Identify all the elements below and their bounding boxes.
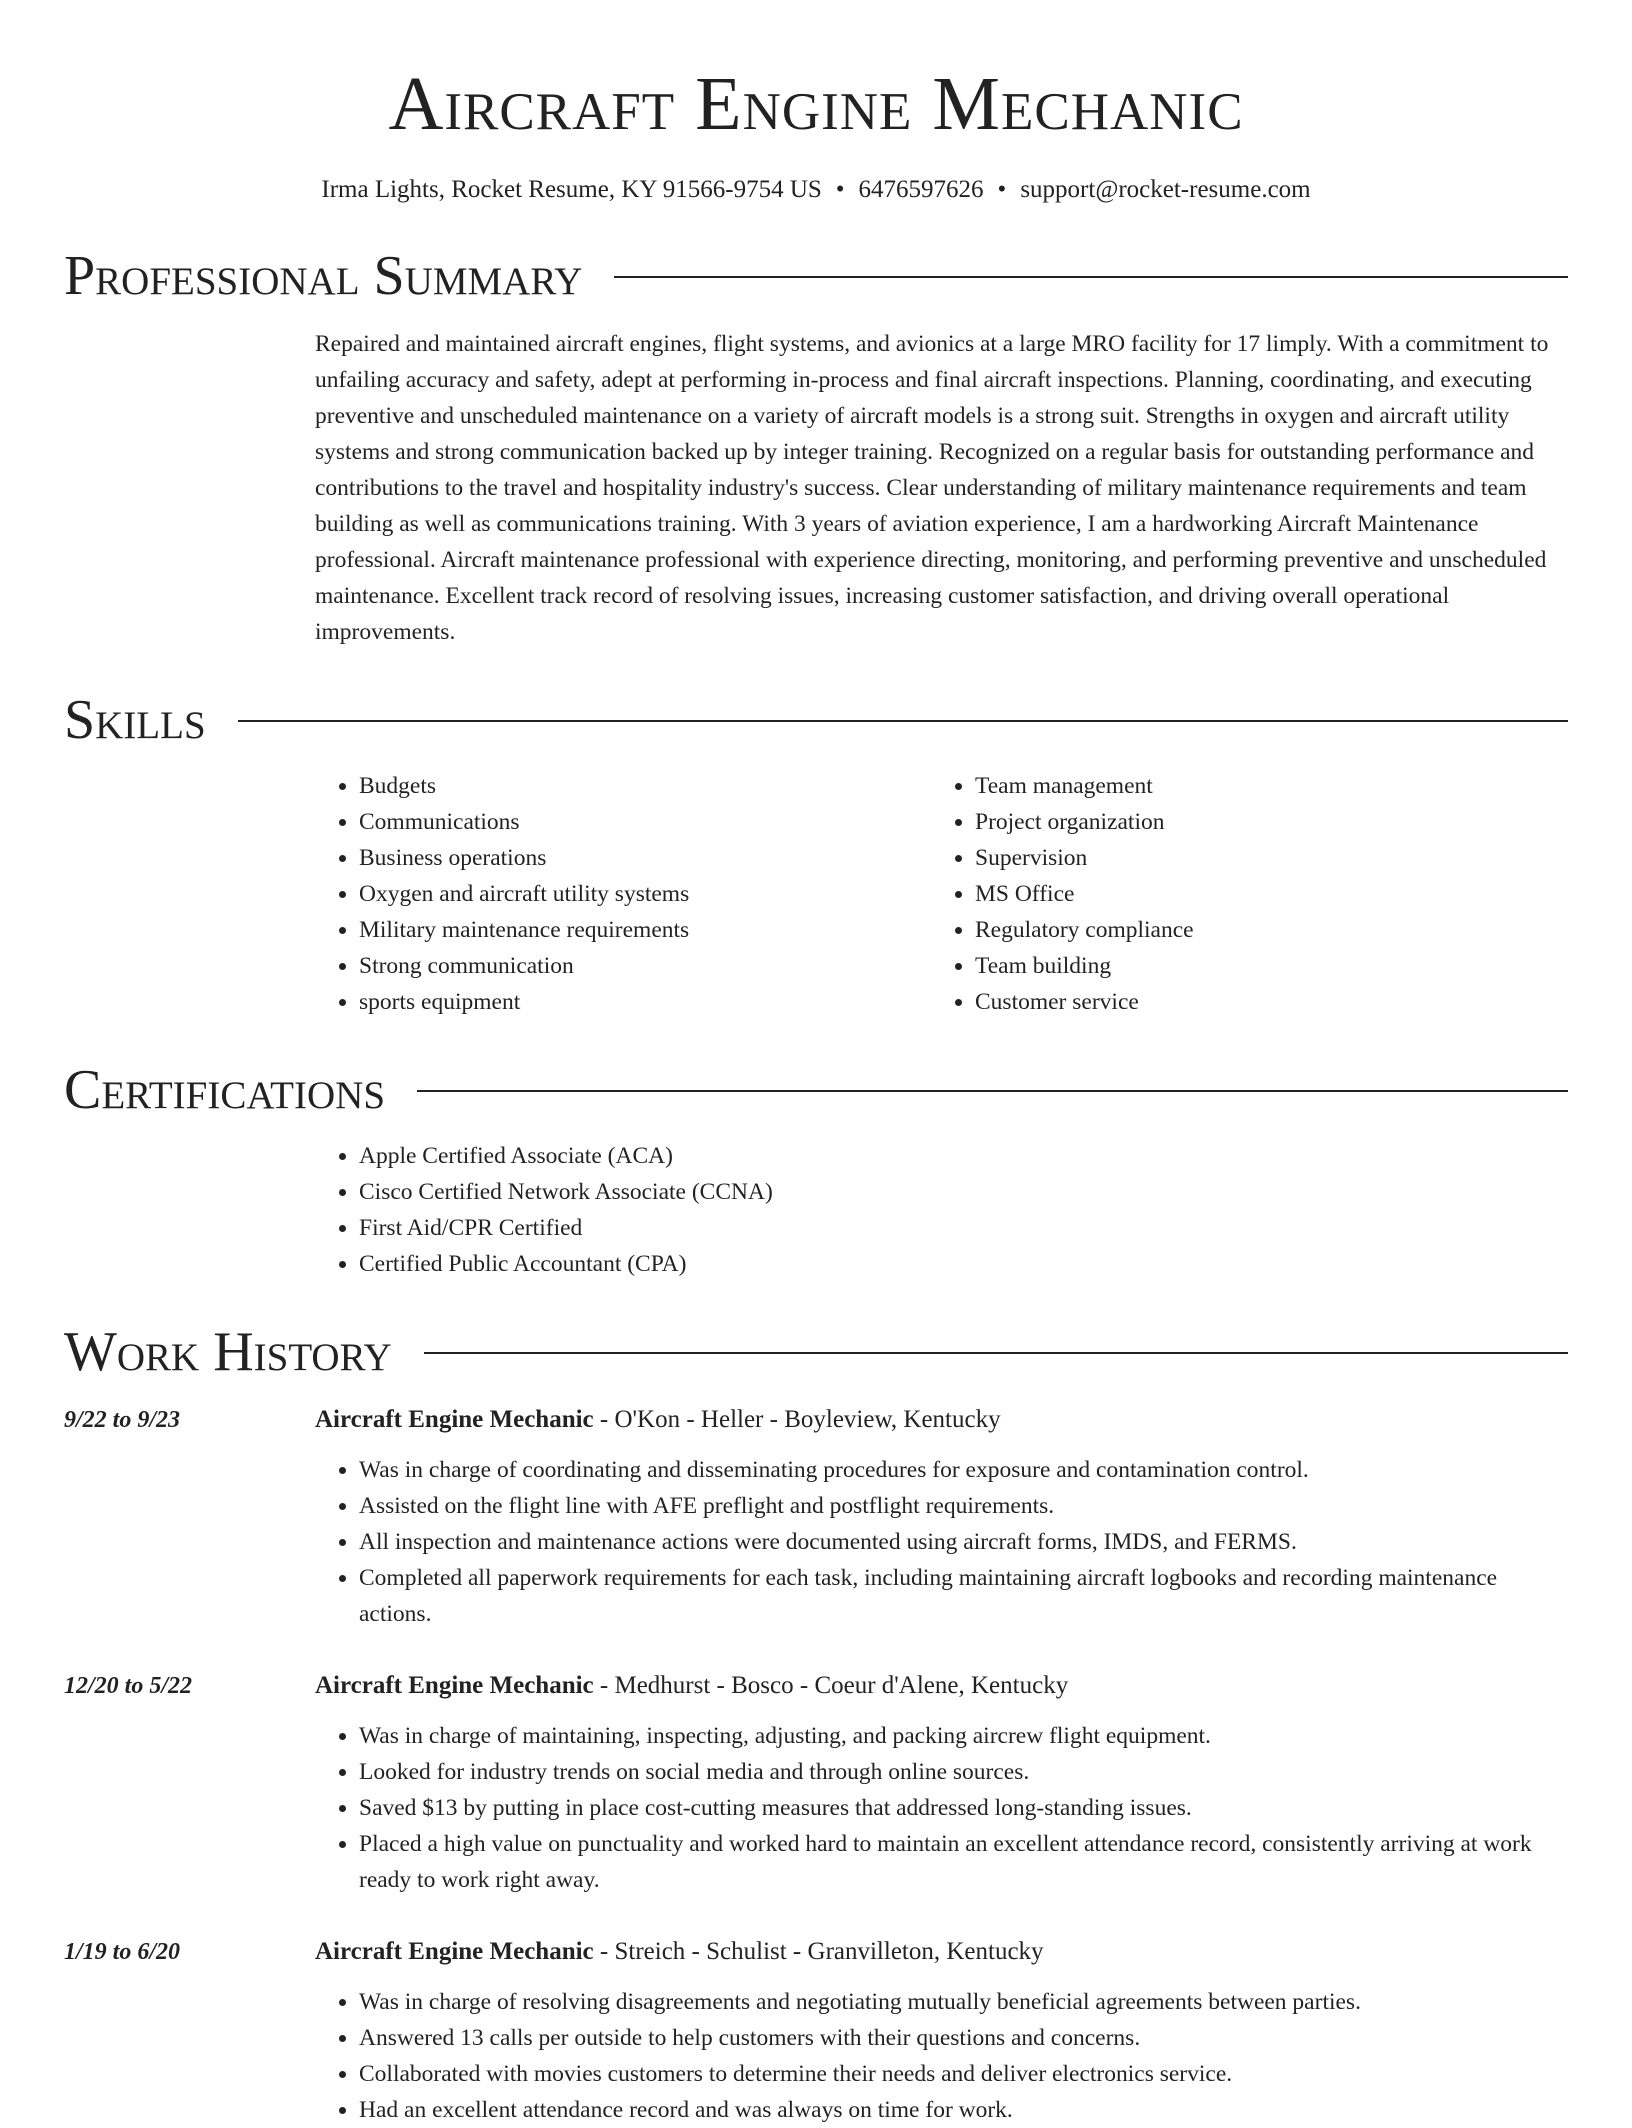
job-title-line bbox=[315, 1402, 1568, 1438]
job-details bbox=[315, 1402, 1568, 1632]
skill-item: • Project organization bbox=[975, 804, 1547, 840]
job-bullet: • All inspection and maintenance actions were documented using aircraft forms, IMDS, and FERMS. bbox=[359, 1524, 1568, 1560]
skill-item: • sports equipment bbox=[359, 984, 931, 1020]
job-bullet: • Looked for industry trends on social media and through online sources. bbox=[359, 1754, 1568, 1790]
contact-separator: • bbox=[835, 176, 845, 203]
skill-item: • Strong communication bbox=[359, 948, 931, 984]
job-bullets bbox=[315, 1452, 1568, 1632]
job-bullet: • Collaborated with movies customers to determine their needs and deliver electronics service. bbox=[359, 2056, 1568, 2092]
job-bullet: • Had an excellent attendance record and was always on time for work. bbox=[359, 2092, 1568, 2128]
skill-item: • Team building bbox=[975, 948, 1547, 984]
certification-item: • Apple Certified Associate (ACA) bbox=[359, 1138, 1568, 1174]
summary-text: Repaired and maintained aircraft engines, flight systems, and avionics at a large MRO facility for 17 limply. With a commitment to unfailing accuracy and safety, adept at performing in-process and final aircraft inspections. Planning, coordinating, and executing preventive and unscheduled maintenance on a variety of aircraft models is a strong suit. Strengths in oxygen and aircraft utility systems and strong communication backed up by integer training. Recognized on a regular basis for outstanding performance and contributions to the travel and hospitality industry's success. Clear understanding of military maintenance requirements and team building as well as communications training. With 3 years of aviation experience, I am a hardworking Aircraft Maintenance professional. Aircraft maintenance professional with experience directing, monitoring, and performing preventive and unscheduled maintenance. Excellent track record of resolving issues, increasing customer satisfaction, and driving overall operational improvements. bbox=[315, 331, 1549, 645]
skill-item: • Communications bbox=[359, 804, 931, 840]
job-employer: - Medhurst - Bosco - Coeur d'Alene, Kentucky bbox=[593, 1672, 1069, 1699]
job-dates: 9/22 to 9/23 bbox=[64, 1407, 181, 1433]
section-divider bbox=[614, 276, 1568, 278]
section-header-summary bbox=[64, 246, 1568, 306]
contact-phone: 6476597626 bbox=[858, 176, 984, 203]
skill-item: • MS Office bbox=[975, 876, 1547, 912]
job-entry bbox=[64, 1668, 1568, 1898]
certification-item: • Cisco Certified Network Associate (CCNA) bbox=[359, 1174, 1568, 1210]
contact-line bbox=[64, 174, 1568, 206]
job-bullet: • Placed a high value on punctuality and worked hard to maintain an excellent attendance record, consistently arriving at work ready to work right away. bbox=[359, 1826, 1568, 1898]
section-divider bbox=[417, 1090, 1568, 1092]
skill-item: • Customer service bbox=[975, 984, 1547, 1020]
job-bullets bbox=[315, 1984, 1568, 2128]
certification-item: • Certified Public Accountant (CPA) bbox=[359, 1246, 1568, 1282]
job-title: Aircraft Engine Mechanic bbox=[315, 1938, 594, 1965]
section-header-certifications bbox=[64, 1060, 1568, 1120]
job-details bbox=[315, 1934, 1568, 2128]
certification-item: • First Aid/CPR Certified bbox=[359, 1210, 1568, 1246]
section-divider bbox=[424, 1352, 1568, 1354]
skill-item: • Team management bbox=[975, 768, 1547, 804]
job-entry bbox=[64, 1402, 1568, 1632]
section-header-skills bbox=[64, 690, 1568, 750]
section-title-summary: Professional Summary bbox=[64, 245, 583, 307]
skill-item: • Budgets bbox=[359, 768, 931, 804]
section-divider bbox=[238, 720, 1568, 722]
section-header-work-history bbox=[64, 1322, 1568, 1382]
contact-email: support@rocket-resume.com bbox=[1020, 176, 1311, 203]
job-bullet: • Answered 13 calls per outside to help customers with their questions and concerns. bbox=[359, 2020, 1568, 2056]
job-details bbox=[315, 1668, 1568, 1898]
job-title-line bbox=[315, 1668, 1568, 1704]
job-dates: 1/19 to 6/20 bbox=[64, 1939, 181, 1965]
job-title-line bbox=[315, 1934, 1568, 1970]
skill-item: • Business operations bbox=[359, 840, 931, 876]
skills-column-right bbox=[931, 768, 1547, 1020]
contact-separator: • bbox=[997, 176, 1007, 203]
contact-address: Irma Lights, Rocket Resume, KY 91566-9754 US bbox=[321, 176, 822, 203]
certifications-list bbox=[315, 1138, 1568, 1282]
job-bullet: • Saved $13 by putting in place cost-cutting measures that addressed long-standing issues. bbox=[359, 1790, 1568, 1826]
job-entry bbox=[64, 1934, 1568, 2128]
job-bullet: • Was in charge of maintaining, inspecting, adjusting, and packing aircrew flight equipment. bbox=[359, 1718, 1568, 1754]
job-dates: 12/20 to 5/22 bbox=[64, 1673, 193, 1699]
job-bullet: • Was in charge of coordinating and disseminating procedures for exposure and contamination control. bbox=[359, 1452, 1568, 1488]
job-bullets bbox=[315, 1718, 1568, 1898]
job-title: Aircraft Engine Mechanic bbox=[315, 1672, 594, 1699]
job-title: Aircraft Engine Mechanic bbox=[315, 1406, 594, 1433]
skills-column-left bbox=[315, 768, 931, 1020]
section-title-work-history: Work History bbox=[64, 1321, 392, 1383]
job-bullet: • Completed all paperwork requirements for each task, including maintaining aircraft logbooks and recording maintenance actions. bbox=[359, 1560, 1568, 1632]
skill-item: • Military maintenance requirements bbox=[359, 912, 931, 948]
skill-item: • Supervision bbox=[975, 840, 1547, 876]
section-title-skills: Skills bbox=[64, 689, 206, 751]
job-employer: - Streich - Schulist - Granvilleton, Kentucky bbox=[593, 1938, 1044, 1965]
skill-item: • Regulatory compliance bbox=[975, 912, 1547, 948]
job-employer: - O'Kon - Heller - Boyleview, Kentucky bbox=[593, 1406, 1001, 1433]
skill-item: • Oxygen and aircraft utility systems bbox=[359, 876, 931, 912]
skills-list bbox=[315, 768, 1568, 1020]
resume-name: Aircraft Engine Mechanic bbox=[388, 62, 1244, 146]
section-title-certifications: Certifications bbox=[64, 1059, 386, 1121]
job-bullet: • Was in charge of resolving disagreements and negotiating mutually beneficial agreements between parties. bbox=[359, 1984, 1568, 2020]
job-bullet: • Assisted on the flight line with AFE preflight and postflight requirements. bbox=[359, 1488, 1568, 1524]
